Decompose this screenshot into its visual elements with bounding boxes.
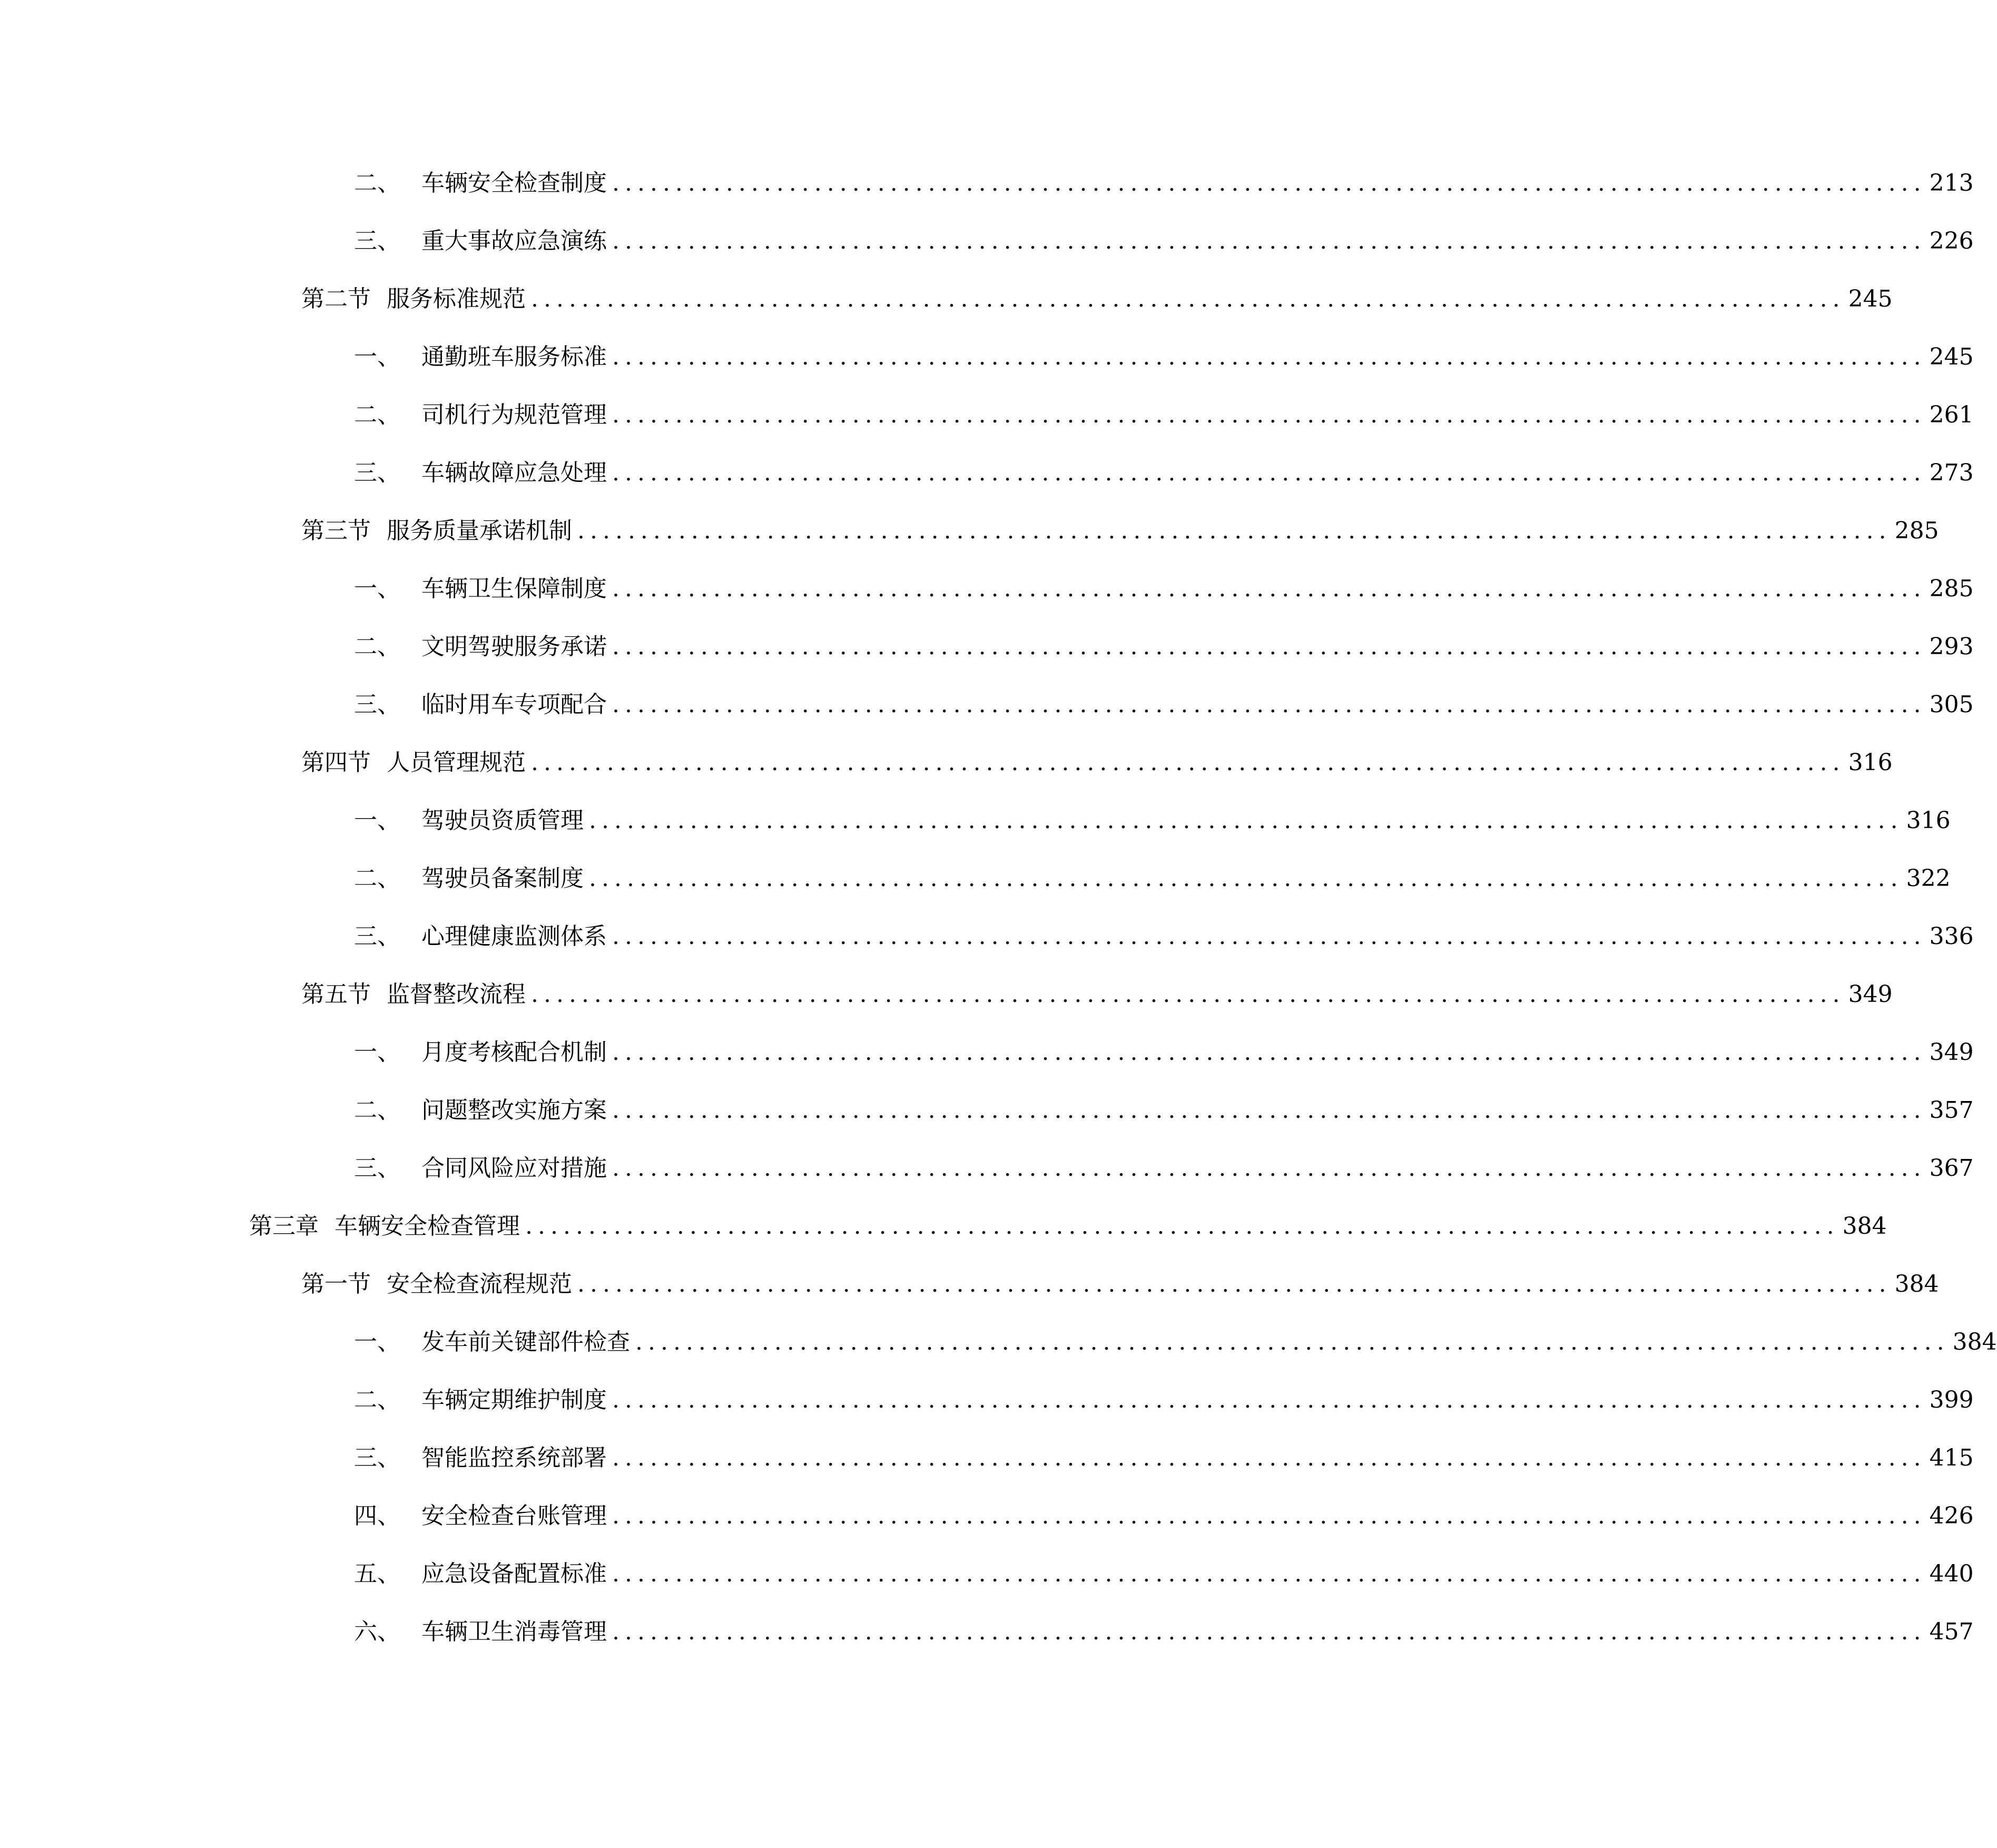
toc-entry-page: 322 bbox=[1906, 865, 1951, 892]
toc-entry-title: 车辆安全检查制度 bbox=[421, 170, 607, 196]
toc-entry-title: 临时用车专项配合 bbox=[421, 691, 607, 718]
toc-entry-page: 273 bbox=[1929, 459, 1974, 486]
toc-entry-page: 316 bbox=[1906, 807, 1951, 834]
toc-entry-page: 384 bbox=[1952, 1329, 1997, 1355]
toc-entry-number: 一、 bbox=[354, 575, 400, 602]
toc-entry-title: 驾驶员资质管理 bbox=[421, 807, 584, 834]
toc-entry-title: 智能监控系统部署 bbox=[421, 1444, 607, 1471]
toc-dot-leader: ........................................................................................................ bbox=[612, 1155, 1926, 1182]
toc-entry[interactable] bbox=[301, 278, 1893, 320]
toc-entry-page: 285 bbox=[1929, 575, 1974, 602]
toc-entry-number: 三、 bbox=[354, 923, 400, 950]
toc-entry[interactable] bbox=[354, 916, 1974, 958]
toc-entry-page: 440 bbox=[1929, 1560, 1974, 1587]
toc-entry[interactable] bbox=[354, 452, 1974, 494]
toc-dot-leader: ........................................................................................................ bbox=[589, 807, 1903, 834]
toc-entry-number: 一、 bbox=[354, 343, 400, 370]
toc-entry-number: 三、 bbox=[354, 1155, 400, 1182]
toc-entry-page: 367 bbox=[1929, 1155, 1974, 1182]
toc-dot-leader: ........................................................................................................ bbox=[531, 749, 1845, 776]
toc-entry[interactable] bbox=[354, 800, 1951, 842]
toc-dot-leader: ........................................................................................................ bbox=[612, 459, 1926, 486]
toc-entry-number: 第五节 bbox=[301, 981, 371, 1008]
toc-entry-title: 安全检查台账管理 bbox=[421, 1502, 607, 1529]
toc-entry-title: 司机行为规范管理 bbox=[421, 401, 607, 428]
toc-entry-title: 通勤班车服务标准 bbox=[421, 343, 607, 370]
toc-entry[interactable] bbox=[354, 684, 1974, 726]
toc-entry-title: 监督整改流程 bbox=[387, 981, 526, 1008]
toc-entry-title: 月度考核配合机制 bbox=[421, 1039, 607, 1066]
toc-dot-leader: ........................................................................................................ bbox=[589, 865, 1903, 892]
toc-entry[interactable] bbox=[354, 1321, 1997, 1363]
toc-entry-page: 245 bbox=[1929, 343, 1974, 370]
toc-entry-page: 349 bbox=[1929, 1039, 1974, 1066]
toc-entry-page: 226 bbox=[1929, 228, 1974, 254]
toc-entry[interactable] bbox=[354, 1495, 1974, 1537]
toc-entry-number: 三、 bbox=[354, 691, 400, 718]
toc-dot-leader: ........................................................................................................ bbox=[612, 691, 1926, 718]
toc-entry[interactable] bbox=[354, 1147, 1974, 1190]
toc-entry[interactable] bbox=[301, 974, 1893, 1016]
toc-entry[interactable] bbox=[354, 858, 1951, 900]
toc-entry[interactable] bbox=[354, 626, 1974, 668]
toc-entry-number: 二、 bbox=[354, 170, 400, 196]
toc-entry-number: 五、 bbox=[354, 1560, 400, 1587]
toc-dot-leader: ........................................................................................................ bbox=[612, 343, 1926, 370]
toc-entry-page: 316 bbox=[1848, 749, 1893, 776]
toc-entry[interactable] bbox=[354, 1089, 1974, 1132]
toc-dot-leader: ........................................................................................................ bbox=[612, 401, 1926, 428]
toc-entry-title: 车辆卫生消毒管理 bbox=[421, 1618, 607, 1645]
toc-entry[interactable] bbox=[354, 1553, 1974, 1595]
toc-entry[interactable] bbox=[249, 1205, 1887, 1247]
toc-entry-page: 336 bbox=[1929, 923, 1974, 950]
toc-entry-title: 重大事故应急演练 bbox=[421, 228, 607, 254]
toc-entry[interactable] bbox=[301, 510, 1939, 552]
toc-entry[interactable] bbox=[354, 162, 1974, 204]
toc-entry-page: 415 bbox=[1929, 1444, 1974, 1471]
toc-entry-number: 一、 bbox=[354, 807, 400, 834]
toc-entry-page: 457 bbox=[1929, 1618, 1974, 1645]
toc-entry-page: 357 bbox=[1929, 1097, 1974, 1124]
toc-entry-title: 合同风险应对措施 bbox=[421, 1155, 607, 1182]
toc-entry-number: 二、 bbox=[354, 865, 400, 892]
toc-entry-number: 六、 bbox=[354, 1618, 400, 1645]
toc-entry-page: 384 bbox=[1894, 1271, 1939, 1297]
toc-entry-number: 一、 bbox=[354, 1039, 400, 1066]
toc-entry-number: 第三节 bbox=[301, 517, 371, 544]
toc-dot-leader: ........................................................................................................ bbox=[612, 1618, 1926, 1645]
toc-entry[interactable] bbox=[354, 1379, 1974, 1421]
toc-entry-page: 349 bbox=[1848, 981, 1893, 1008]
toc-entry-page: 399 bbox=[1929, 1387, 1974, 1413]
toc-dot-leader: ........................................................................................................ bbox=[612, 1444, 1926, 1471]
toc-entry-page: 384 bbox=[1842, 1213, 1887, 1240]
toc-entry-title: 安全检查流程规范 bbox=[387, 1271, 572, 1297]
toc-entry-number: 一、 bbox=[354, 1329, 400, 1355]
toc-entry-number: 二、 bbox=[354, 1387, 400, 1413]
toc-entry-page: 285 bbox=[1894, 517, 1939, 544]
toc-dot-leader: ........................................................................................................ bbox=[612, 1387, 1926, 1413]
toc-entry-page: 245 bbox=[1848, 286, 1893, 312]
toc-dot-leader: ........................................................................................................ bbox=[612, 170, 1926, 196]
toc-entry-title: 服务质量承诺机制 bbox=[387, 517, 572, 544]
toc-entry-page: 305 bbox=[1929, 691, 1974, 718]
toc-entry-number: 三、 bbox=[354, 228, 400, 254]
toc-entry-title: 服务标准规范 bbox=[387, 286, 526, 312]
toc-entry-number: 第一节 bbox=[301, 1271, 371, 1297]
toc-entry[interactable] bbox=[354, 394, 1974, 436]
toc-entry-title: 文明驾驶服务承诺 bbox=[421, 633, 607, 660]
toc-entry-title: 车辆定期维护制度 bbox=[421, 1387, 607, 1413]
toc-entry-number: 二、 bbox=[354, 401, 400, 428]
toc-entry-title: 问题整改实施方案 bbox=[421, 1097, 607, 1124]
toc-entry-number: 二、 bbox=[354, 633, 400, 660]
toc-entry-number: 三、 bbox=[354, 459, 400, 486]
toc-entry[interactable] bbox=[354, 1031, 1974, 1074]
toc-dot-leader: ........................................................................................................ bbox=[531, 981, 1845, 1008]
toc-entry-number: 三、 bbox=[354, 1444, 400, 1471]
toc-entry[interactable] bbox=[354, 568, 1974, 610]
toc-entry-number: 二、 bbox=[354, 1097, 400, 1124]
toc-dot-leader: ........................................................................................................ bbox=[531, 286, 1845, 312]
toc-entry-page: 261 bbox=[1929, 401, 1974, 428]
toc-entry[interactable] bbox=[354, 336, 1974, 378]
toc-dot-leader: ........................................................................................................ bbox=[612, 633, 1926, 660]
toc-entry-title: 人员管理规范 bbox=[387, 749, 526, 776]
toc-dot-leader: ........................................................................................................ bbox=[612, 1502, 1926, 1529]
toc-entry[interactable] bbox=[354, 220, 1974, 262]
toc-entry-title: 车辆安全检查管理 bbox=[335, 1213, 520, 1240]
toc-entry-title: 车辆卫生保障制度 bbox=[421, 575, 607, 602]
toc-entry[interactable] bbox=[354, 1611, 1974, 1653]
toc-dot-leader: ........................................................................................................ bbox=[577, 517, 1892, 544]
toc-dot-leader: ........................................................................................................ bbox=[612, 575, 1926, 602]
toc-entry-page: 293 bbox=[1929, 633, 1974, 660]
toc-entry-title: 应急设备配置标准 bbox=[421, 1560, 607, 1587]
toc-entry-page: 213 bbox=[1929, 170, 1974, 196]
toc-entry-number: 第三章 bbox=[249, 1213, 319, 1240]
toc-entry-number: 第二节 bbox=[301, 286, 371, 312]
toc-dot-leader: ........................................................................................................ bbox=[635, 1329, 1950, 1355]
toc-entry[interactable] bbox=[301, 1263, 1939, 1305]
toc-dot-leader: ........................................................................................................ bbox=[577, 1271, 1892, 1297]
toc-dot-leader: ........................................................................................................ bbox=[612, 923, 1926, 950]
toc-dot-leader: ........................................................................................................ bbox=[612, 1560, 1926, 1587]
toc-dot-leader: ........................................................................................................ bbox=[525, 1213, 1839, 1240]
toc-entry-title: 车辆故障应急处理 bbox=[421, 459, 607, 486]
toc-entry-number: 第四节 bbox=[301, 749, 371, 776]
toc-entry[interactable] bbox=[301, 742, 1893, 784]
toc-entry-title: 驾驶员备案制度 bbox=[421, 865, 584, 892]
toc-entry-title: 发车前关键部件检查 bbox=[421, 1329, 630, 1355]
toc-entry-page: 426 bbox=[1929, 1502, 1974, 1529]
toc-dot-leader: ........................................................................................................ bbox=[612, 228, 1926, 254]
toc-entry-title: 心理健康监测体系 bbox=[421, 923, 607, 950]
toc-entry-number: 四、 bbox=[354, 1502, 400, 1529]
toc-dot-leader: ........................................................................................................ bbox=[612, 1039, 1926, 1066]
toc-entry[interactable] bbox=[354, 1437, 1974, 1479]
toc-dot-leader: ........................................................................................................ bbox=[612, 1097, 1926, 1124]
